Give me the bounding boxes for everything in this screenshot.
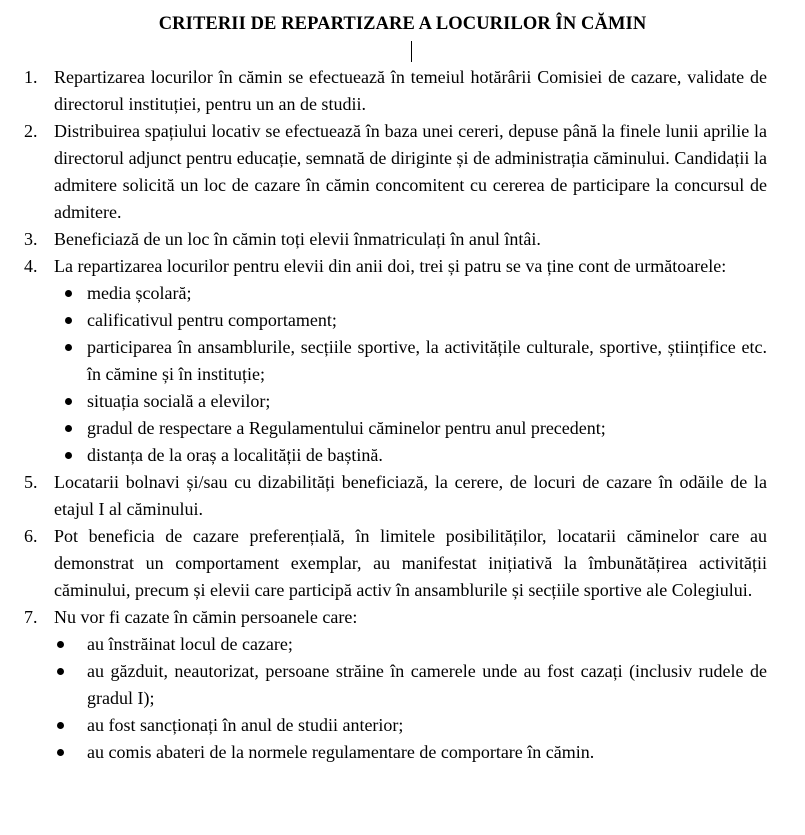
item-number: 6. (24, 526, 38, 546)
bullet-list (54, 280, 767, 469)
item-number: 4. (24, 256, 38, 276)
item-text: Distribuirea spațiului locativ se efectuează în baza unei cereri, depuse până la finele lunii aprilie la directorul adjunct pentru educație, semnată de diriginte și de administrația căminului. Candidații la admitere solicită un loc de cazare în cămin concomitent cu cererea de participare la concursul de admitere. (54, 121, 767, 222)
item-text: Beneficiază de un loc în cămin toți elevii înmatriculați în anul întâi. (54, 229, 541, 249)
item-text: Locatarii bolnavi și/sau cu dizabilități beneficiază, la cerere, de locuri de cazare în odăile de la etajul I al căminului. (54, 472, 767, 519)
list-item (0, 469, 805, 523)
item-number: 1. (24, 67, 38, 87)
list-item (0, 226, 805, 253)
bullet-item: gradul de respectare a Regulamentului căminelor pentru anul precedent; (54, 415, 767, 442)
list-item (0, 64, 805, 118)
list-item (0, 253, 805, 469)
criteria-list (0, 64, 805, 766)
bullet-item: au comis abateri de la normele regulamentare de comportare în cămin. (54, 739, 767, 766)
item-text: Repartizarea locurilor în cămin se efectuează în temeiul hotărârii Comisiei de cazare, validate de directorul instituției, pentru un an de studii. (54, 67, 767, 114)
bullet-list (54, 631, 767, 766)
list-item (0, 118, 805, 226)
bullet-item: distanța de la oraș a localității de baștină. (54, 442, 767, 469)
bullet-item: au fost sancționați în anul de studii anterior; (54, 712, 767, 739)
item-text: Nu vor fi cazate în cămin persoanele care: (54, 607, 358, 627)
item-number: 2. (24, 121, 38, 141)
bullet-item: au găzduit, neautorizat, persoane străine în camerele unde au fost cazați (inclusiv rudele de gradul I); (54, 658, 767, 712)
list-item (0, 604, 805, 766)
bullet-item: au înstrăinat locul de cazare; (54, 631, 767, 658)
bullet-item: media școlară; (54, 280, 767, 307)
document-title: CRITERII DE REPARTIZARE A LOCURILOR ÎN CĂMIN (158, 14, 647, 34)
item-text: La repartizarea locurilor pentru elevii din anii doi, trei și patru se va ține cont de următoarele: (54, 256, 727, 276)
item-number: 7. (24, 607, 38, 627)
bullet-item: participarea în ansamblurile, secțiile sportive, la activitățile culturale, sportive, științifice etc. în cămine și în instituție; (54, 334, 767, 388)
item-number: 5. (24, 472, 38, 492)
list-item (0, 523, 805, 604)
item-text: Pot beneficia de cazare preferențială, în limitele posibilităților, locatarii căminelor care au demonstrat un comportament exemplar, au manifestat inițiativă la îmbunătățirea activității căminului, precum și elevii care participă activ în ansamblurile și secțiile sportive ale Colegiului. (54, 526, 767, 600)
item-number: 3. (24, 229, 38, 249)
text-cursor (411, 41, 412, 62)
bullet-item: situația socială a elevilor; (54, 388, 767, 415)
bullet-item: calificativul pentru comportament; (54, 307, 767, 334)
